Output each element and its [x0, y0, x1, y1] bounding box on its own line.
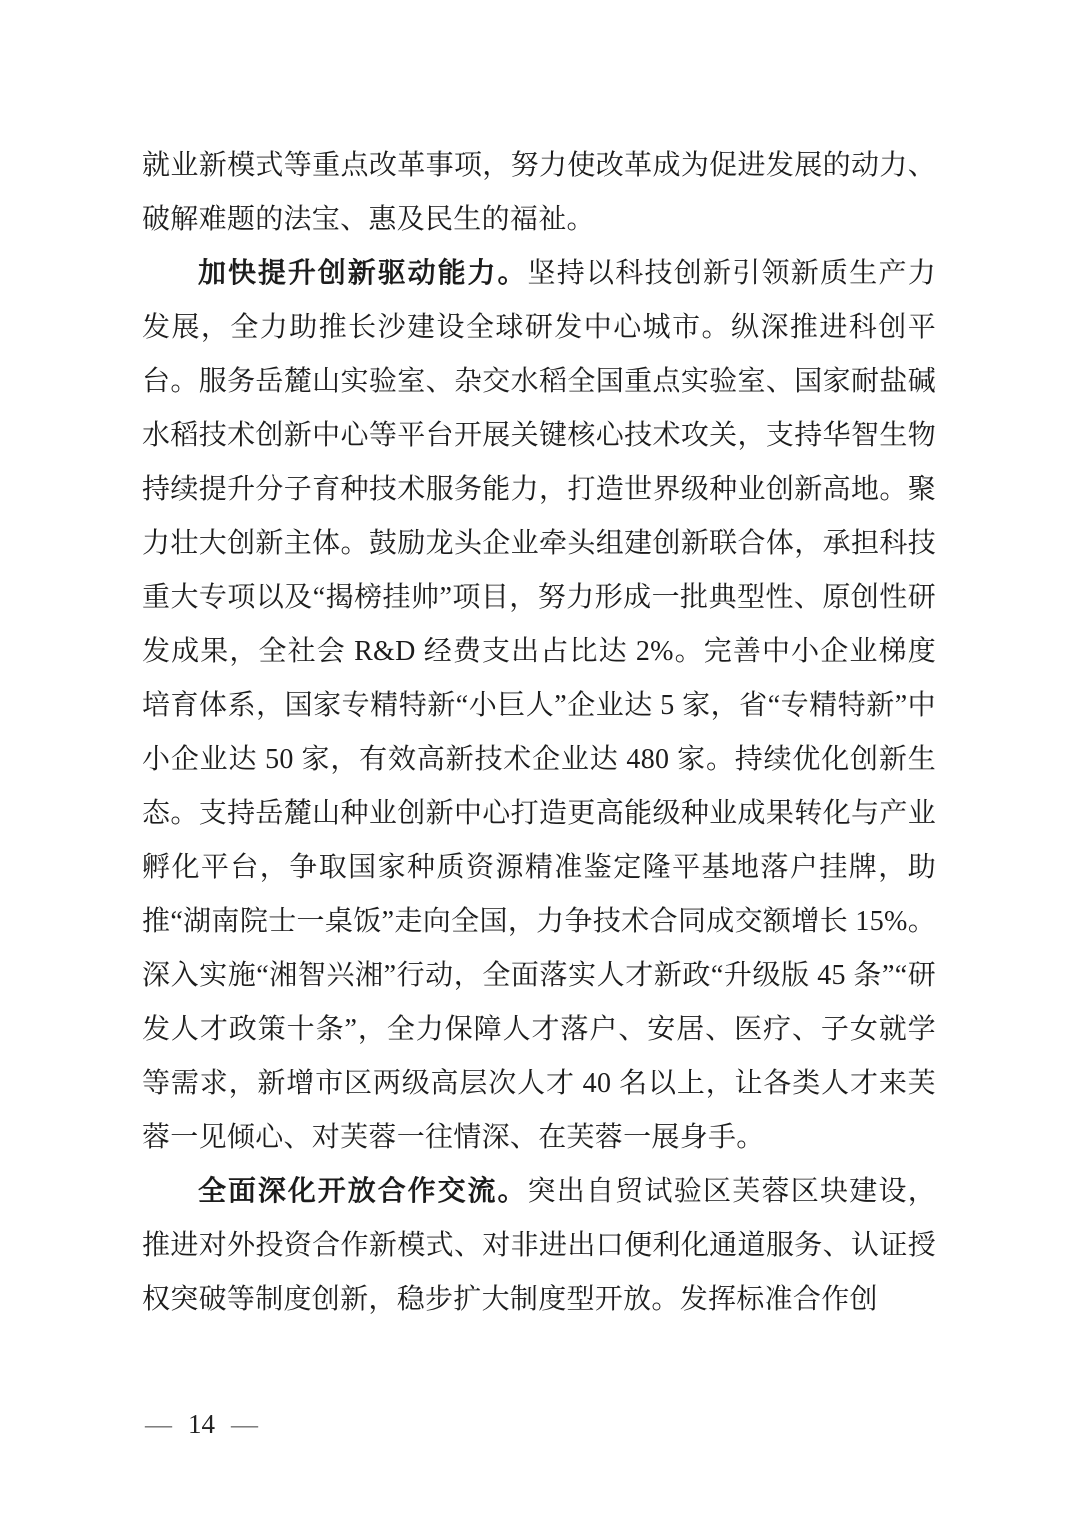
paragraph-text: 坚持以科技创新引领新质生产力发展，全力助推长沙建设全球研发中心城市。纵深推进科创平台。服务岳麓山实验室、杂交水稻全国重点实验室、国家耐盐碱水稻技术创新中心等平台开展关键核心技术攻关，支持华智生物持续提升分子育种技术服务能力，打造世界级种业创新高地。聚力壮大创新主体。鼓励龙头企业牵头组建创新联合体，承担科技重大专项以及“揭榜挂帅”项目，努力形成一批典型性、原创性研发成果，全社会 R&D 经费支出占比达 2%。完善中小企业梯度培育体系，国家专精特新“小巨人”企业达 5 家，省“专精特新”中小企业达 50 家，有效高新技术企业达 480 家。持续优化创新生态。支持岳麓山种业创新中心打造更高能级种业成果转化与产业孵化平台，争取国家种质资源精准鉴定隆平基地落户挂牌，助推“湖南院士一桌饭”走向全国，力争技术合同成交额增长 15%。深入实施“湘智兴湘”行动，全面落实人才新政“升级版 45 条”“研发人才政策十条”，全力保障人才落户、安居、医疗、子女就学等需求，新增市区两级高层次人才 40 名以上，让各类人才来芙蓉一见倾心、对芙蓉一往情深、在芙蓉一展身手。	[142, 258, 936, 1153]
paragraph-lead: 全面深化开放合作交流。	[198, 1176, 528, 1207]
footer-dash-left: —	[145, 1408, 172, 1439]
paragraph-text: 突出自贸试验区芙蓉区块建设，推进对外投资合作新模式、对非进出口便利化通道服务、认证授权突破等制度创新，稳步扩大制度型开放。发挥标准合作创	[142, 1176, 936, 1315]
paragraph-text: 就业新模式等重点改革事项，努力使改革成为促进发展的动力、破解难题的法宝、惠及民生的福祉。	[142, 150, 936, 235]
page-content	[142, 139, 936, 1327]
paragraph-lead: 加快提升创新驱动能力。	[198, 258, 528, 289]
paragraph	[142, 247, 936, 1165]
page-footer	[145, 1404, 258, 1444]
paragraph	[142, 1165, 936, 1327]
page-number: 14	[188, 1408, 215, 1439]
footer-dash-right: —	[231, 1408, 258, 1439]
paragraph	[142, 139, 936, 247]
